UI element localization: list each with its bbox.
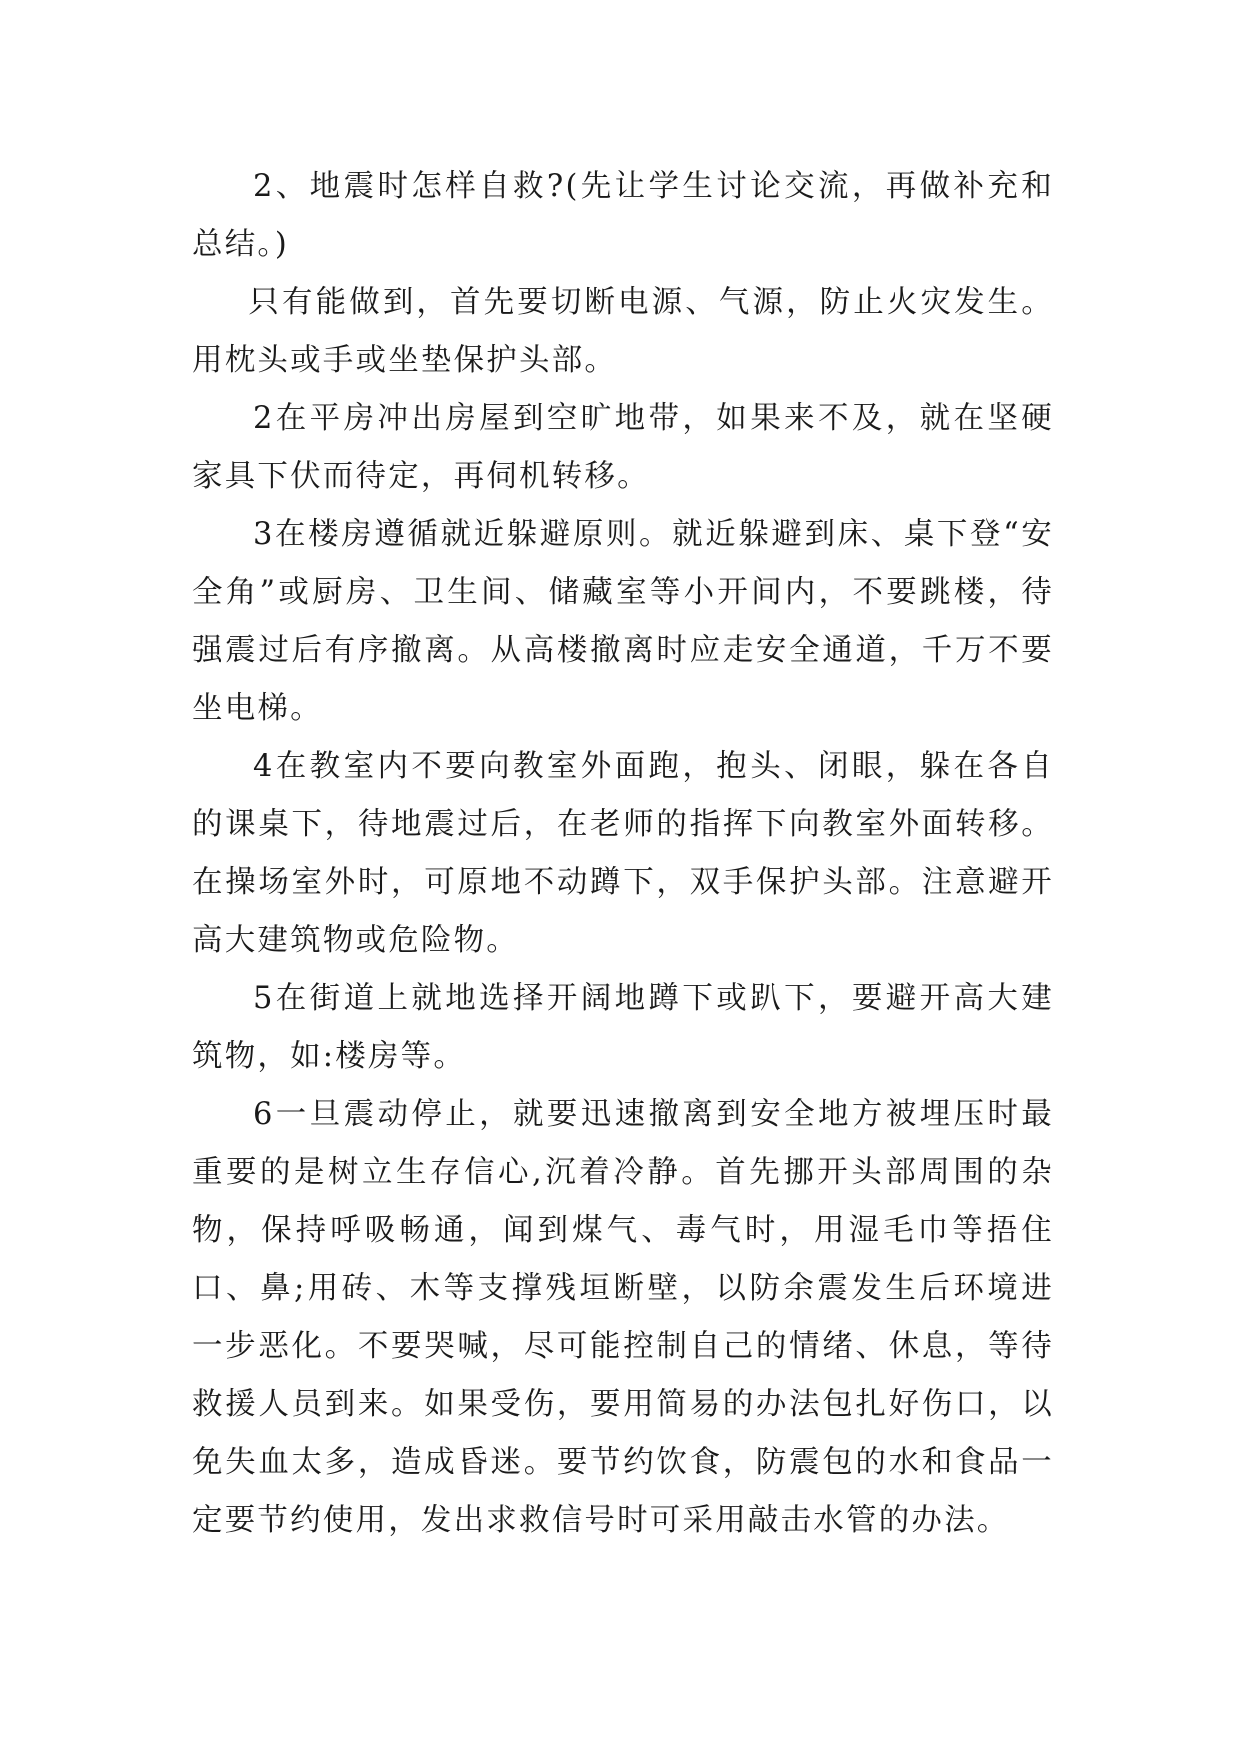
- paragraph-building: 3在楼房遵循就近躲避原则。就近躲避到床、桌下登“安全角”或厨房、卫生间、储藏室等小开间内，不要跳楼，待强震过后有序撤离。从高楼撤离时应走安全通道，千万不要坐电梯。: [192, 517, 1054, 726]
- paragraph-street: 5在街道上就地选择开阔地蹲下或趴下，要避开高大建筑物，如:楼房等。: [192, 981, 1054, 1074]
- paragraph-after-quake: 6一旦震动停止，就要迅速撤离到安全地方被埋压时最重要的是树立生存信心,沉着冷静。首先挪开头部周围的杂物，保持呼吸畅通，闻到煤气、毒气时，用湿毛巾等捂住口、鼻;用砖、木等支撑残垣断壁，以防余震发生后环境进一步恶化。不要哭喊，尽可能控制自己的情绪、休息，等待救援人员到来。如果受伤，要用简易的办法包扎好伤口，以免失血太多，造成昏迷。要节约饮食，防震包的水和食品一定要节约使用，发出求救信号时可采用敲击水管的办法。: [192, 1097, 1054, 1538]
- paragraph-cut-power: 只有能做到，首先要切断电源、气源，防止火灾发生。用枕头或手或坐垫保护头部。: [192, 285, 1054, 378]
- paragraph-bungalow: 2在平房冲出房屋到空旷地带，如果来不及，就在坚硬家具下伏而待定，再伺机转移。: [192, 401, 1054, 494]
- document-body: [192, 158, 1054, 1550]
- paragraph-question: 2、地震时怎样自救?(先让学生讨论交流，再做补充和总结。): [192, 169, 1054, 262]
- paragraph-classroom: 4在教室内不要向教室外面跑，抱头、闭眼，躲在各自的课桌下，待地震过后，在老师的指挥下向教室外面转移。在操场室外时，可原地不动蹲下，双手保护头部。注意避开高大建筑物或危险物。: [192, 749, 1054, 958]
